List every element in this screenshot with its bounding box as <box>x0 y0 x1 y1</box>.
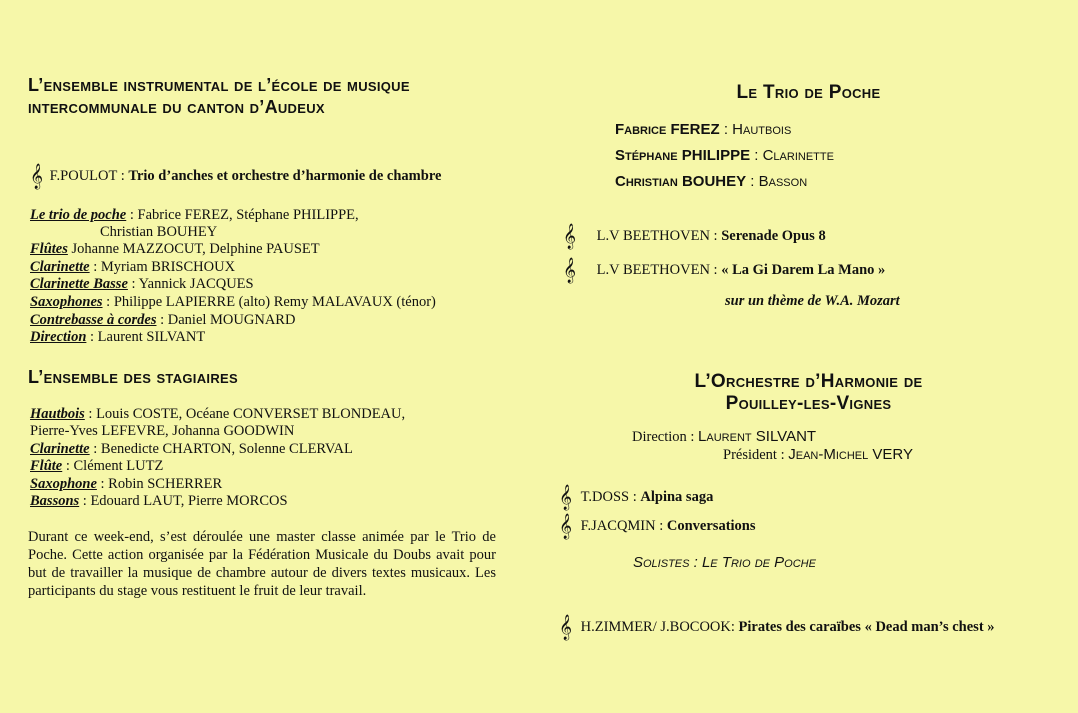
member-value: Louis COSTE, Océane CONVERSET BLONDEAU, <box>96 406 406 422</box>
section-title-ensemble-stagiaires: L’ensemble des stagiaires <box>28 367 238 387</box>
piece-zimmer <box>559 615 995 640</box>
piece-jacqmin <box>559 514 756 539</box>
member-label: Bassons <box>30 493 80 509</box>
masterclass-paragraph: Durant ce week-end, s’est déroulée une master classe animée par le Trio de Poche. Cette action organisée par la Fédération Musicale du Doubs avait pour but de travailler la musique de chambre autour de divers textes musicaux. Les participants du stage vous restituent le fruit de leur travail. <box>28 529 496 599</box>
direction-label: Direction : <box>632 429 699 445</box>
member-value: Daniel MOUGNARD <box>167 312 296 328</box>
member-label: Saxophones <box>30 294 103 310</box>
piece-composer: L.V BEETHOVEN : <box>596 228 722 244</box>
member-value: Edouard LAUT, Pierre MORCOS <box>90 493 288 509</box>
member-label: Le trio de poche <box>30 207 127 223</box>
member-value: Philippe LAPIERRE (alto) Remy MALAVAUX (ténor) <box>113 294 436 310</box>
president-label: Président : <box>723 447 789 463</box>
piece-composer: T.DOSS : <box>580 489 641 505</box>
piece-composer: F.JACQMIN : <box>580 518 667 534</box>
member-label: Clarinette <box>30 441 90 457</box>
member-line <box>100 223 217 241</box>
member-line: Clarinette Basse : Yannick JACQUES <box>30 276 254 292</box>
member-line <box>30 240 320 258</box>
member-line: Saxophone : Robin SCHERRER <box>30 476 223 492</box>
member-value: Laurent SILVANT <box>97 329 206 345</box>
mozart-note: sur un thème de W.A. Mozart <box>725 293 900 309</box>
trio-member <box>615 146 834 166</box>
piece-title: Alpina saga <box>640 489 714 505</box>
direction-line <box>632 428 816 446</box>
piece-poulot <box>30 164 442 189</box>
piece-doss <box>559 485 714 510</box>
member-role: : Hautbois <box>719 121 792 138</box>
member-line: Contrebasse à cordes : Daniel MOUGNARD <box>30 312 296 328</box>
piece-beethoven-serenade <box>563 224 826 249</box>
right-page <box>539 0 1078 713</box>
member-line: Saxophones : Philippe LAPIERRE (alto) Remy MALAVAUX (ténor) <box>30 294 436 310</box>
piece-beethoven-la-ci-darem <box>563 258 886 283</box>
piece-title: Trio d’anches et orchestre d’harmonie de chambre <box>128 168 442 184</box>
member-label: Direction <box>30 329 87 345</box>
member-value: Clément LUTZ <box>73 458 164 474</box>
member-value: Christian BOUHEY <box>100 224 218 240</box>
treble-clef-icon: 𝄞 <box>563 258 577 283</box>
member-line: Direction : Laurent SILVANT <box>30 329 206 345</box>
member-value: Benedicte CHARTON, Solenne CLERVAL <box>100 441 353 457</box>
member-name: Fabrice FEREZ <box>615 121 720 138</box>
president-name: Jean-Michel VERY <box>788 446 913 463</box>
member-label: Saxophone <box>30 476 97 492</box>
direction-name: Laurent SILVANT <box>698 428 817 445</box>
member-label: Contrebasse à cordes <box>30 312 157 328</box>
section-title-ensemble-instrumental: L’ensemble instrumental de l’école de musique intercommunale du canton d’Audeux <box>28 75 410 117</box>
trio-member <box>615 120 791 140</box>
member-value: Yannick JACQUES <box>138 276 254 292</box>
member-line: Clarinette : Myriam BRISCHOUX <box>30 259 236 275</box>
treble-clef-icon: 𝄞 <box>559 485 573 510</box>
piece-composer: F.POULOT : <box>49 168 129 184</box>
member-role: : Basson <box>746 173 808 190</box>
piece-title: Pirates des caraïbes « Dead man’s chest » <box>738 619 995 635</box>
treble-clef-icon: 𝄞 <box>559 615 573 640</box>
member-label: Clarinette <box>30 259 90 275</box>
member-line: Bassons : Edouard LAUT, Pierre MORCOS <box>30 493 288 509</box>
member-value: Robin SCHERRER <box>108 476 223 492</box>
trio-member <box>615 172 807 192</box>
member-value: Myriam BRISCHOUX <box>100 259 236 275</box>
piece-title: « La Gi Darem La Mano » <box>721 262 886 278</box>
treble-clef-icon: 𝄞 <box>30 164 44 189</box>
member-name: Stéphane PHILIPPE <box>615 147 751 164</box>
member-value: Pierre-Yves LEFEVRE, Johanna GOODWIN <box>30 423 295 439</box>
member-value: Johanne MAZZOCUT, Delphine PAUSET <box>71 241 320 257</box>
member-line: Hautbois : Louis COSTE, Océane CONVERSET BLONDEAU, <box>30 406 406 422</box>
piece-composer: L.V BEETHOVEN : <box>596 262 722 278</box>
member-line: Le trio de poche : Fabrice FEREZ, Stéphane PHILIPPE, <box>30 207 359 223</box>
piece-composer: H.ZIMMER/ J.BOCOOK: <box>580 619 739 635</box>
member-label: Flûte <box>30 458 63 474</box>
member-line: Clarinette : Benedicte CHARTON, Solenne CLERVAL <box>30 441 353 457</box>
treble-clef-icon: 𝄞 <box>563 224 577 249</box>
member-label: Flûtes <box>30 241 68 257</box>
treble-clef-icon: 𝄞 <box>559 514 573 539</box>
piece-title: Serenade Opus 8 <box>721 228 826 244</box>
section-title-trio-de-poche: Le Trio de Poche <box>736 82 881 103</box>
member-role: : Clarinette <box>750 147 834 164</box>
member-label: Clarinette Basse <box>30 276 128 292</box>
member-label: Hautbois <box>30 406 85 422</box>
section-title-orchestre-line1: L’Orchestre d’Harmonie de <box>694 371 923 392</box>
soloists-line: Solistes : Le Trio de Poche <box>633 554 816 571</box>
piece-title: Conversations <box>666 518 756 534</box>
member-line <box>30 422 294 440</box>
member-line: Flûte : Clément LUTZ <box>30 458 164 474</box>
section-title-orchestre-line2: Pouilley-les-Vignes <box>725 393 892 414</box>
member-value: Fabrice FEREZ, Stéphane PHILIPPE, <box>137 207 359 223</box>
member-name: Christian BOUHEY <box>615 173 747 190</box>
president-line <box>723 446 913 464</box>
